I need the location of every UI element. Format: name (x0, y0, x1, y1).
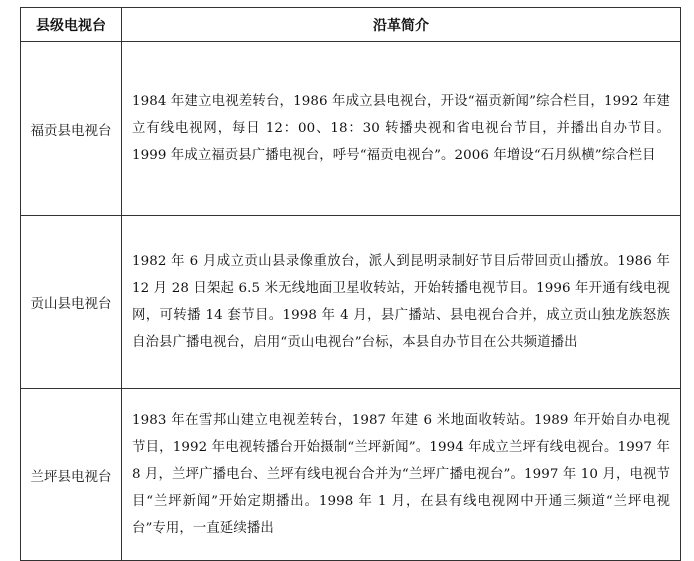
table-row (21, 389, 681, 561)
history-table (20, 7, 681, 561)
column-header-history: 沿革简介 (122, 8, 681, 42)
history-description-cell: 1983 年在雪邦山建立电视差转台，1987 年建 6 米地面收转站。1989 年开始自办电视节目，1992 年电视转播台开始摄制“兰坪新闻”。1994 年成立兰坪有线电视台。1997 年 8 月，兰坪广播电台、兰坪有线电视台合并为“兰坪广播电视台”。1997 年 10 月，电视节目“兰坪新闻”开始定期播出。1998 年 1 月，在县有线电视网中开通三频道“兰坪电视台”专用，一直延续播出 (122, 389, 681, 561)
header-row (21, 8, 681, 42)
history-description-cell: 1982 年 6 月成立贡山县录像重放台，派人到昆明录制好节目后带回贡山播放。1986 年 12 月 28 日架起 6.5 米无线地面卫星收转站，开始转播电视节目。1996 年开通有线电视网，可转播 14 套节目。1998 年 4 月，县广播站、县电视台合并，成立贡山独龙族怒族自治县广播电视台，启用“贡山电视台”台标，本县自办节目在公共频道播出 (122, 216, 681, 389)
station-name-cell: 兰坪县电视台 (21, 389, 122, 561)
station-name-cell: 福贡县电视台 (21, 42, 122, 216)
table-row (21, 42, 681, 216)
column-header-station: 县级电视台 (21, 8, 122, 42)
history-description-cell: 1984 年建立电视差转台，1986 年成立县电视台，开设“福贡新闻”综合栏目，1992 年建立有线电视网，每日 12：00、18：30 转播央视和省电视台节目，并播出自办节目。1999 年成立福贡县广播电视台，呼号“福贡电视台”。2006 年增设“石月纵横”综合栏目 (122, 42, 681, 216)
table-header (21, 8, 681, 42)
table-body (21, 42, 681, 561)
table-row (21, 216, 681, 389)
station-name-cell: 贡山县电视台 (21, 216, 122, 389)
